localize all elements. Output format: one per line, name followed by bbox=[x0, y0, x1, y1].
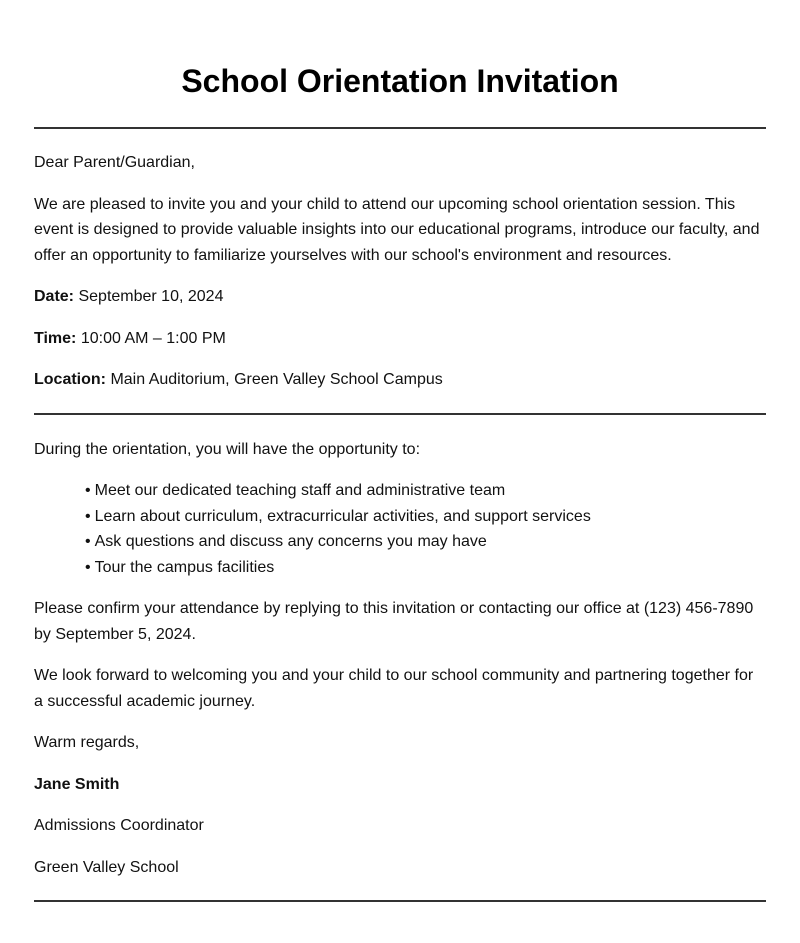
list-item bbox=[85, 478, 766, 504]
location-line bbox=[34, 367, 766, 393]
divider-bottom bbox=[34, 900, 766, 902]
time-value: 10:00 AM – 1:00 PM bbox=[80, 329, 226, 347]
page-title: School Orientation Invitation bbox=[181, 63, 619, 99]
divider-middle bbox=[34, 413, 766, 415]
list-item-text: Ask questions and discuss any concerns you may have bbox=[94, 533, 487, 550]
activities-intro: During the orientation, you will have the opportunity to: bbox=[34, 440, 421, 458]
list-item bbox=[85, 555, 766, 581]
intro-paragraph: We are pleased to invite you and your child to attend our upcoming school orientation session. This event is designed to provide valuable insights into our educational programs, introduce our faculty, and offer an opportunity to familiarize yourselves with our school's environment and resources. bbox=[34, 195, 760, 264]
bullet: • bbox=[85, 533, 91, 550]
bullet: • bbox=[85, 507, 91, 525]
date-value: September 10, 2024 bbox=[78, 288, 224, 305]
rsvp-paragraph: Please confirm your attendance by replying to this invitation or contacting our office at (123) 456-7890 by September 5, 2024. bbox=[34, 600, 754, 643]
time-label: Time: bbox=[34, 329, 77, 347]
activities-list bbox=[34, 478, 766, 580]
closing-paragraph: We look forward to welcoming you and your child to our school community and partnering together for a successful academic journey. bbox=[34, 667, 754, 710]
time-line bbox=[34, 326, 766, 352]
greeting: Dear Parent/Guardian, bbox=[34, 154, 195, 171]
date-label: Date: bbox=[34, 288, 75, 305]
signature-organization: Green Valley School bbox=[34, 858, 179, 876]
list-item-text: Tour the campus facilities bbox=[94, 558, 275, 576]
date-line bbox=[34, 284, 766, 310]
signature-name: Jane Smith bbox=[34, 775, 120, 793]
list-item bbox=[85, 529, 766, 555]
location-label: Location: bbox=[34, 371, 106, 388]
signature-role: Admissions Coordinator bbox=[34, 817, 204, 834]
list-item bbox=[85, 504, 766, 530]
signoff: Warm regards, bbox=[34, 734, 140, 751]
bullet: • bbox=[85, 558, 91, 576]
divider-top bbox=[34, 127, 766, 129]
bullet: • bbox=[85, 482, 91, 499]
list-item-text: Meet our dedicated teaching staff and administrative team bbox=[94, 482, 506, 499]
location-value: Main Auditorium, Green Valley School Campus bbox=[110, 371, 443, 388]
list-item-text: Learn about curriculum, extracurricular activities, and support services bbox=[94, 507, 591, 525]
